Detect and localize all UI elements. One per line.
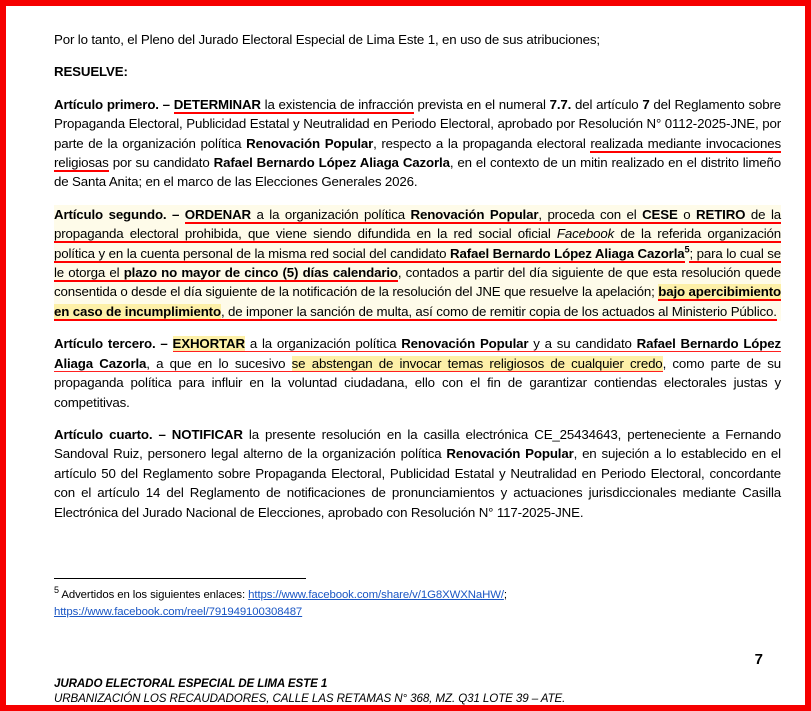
page-sheet	[12, 12, 811, 711]
article-two-verb: ORDENAR	[184, 206, 251, 222]
article-one-verb: DETERMINAR	[173, 96, 261, 112]
article-one-article-number: 7	[642, 96, 650, 112]
article-two-label: Artículo segundo. –	[54, 206, 185, 222]
footnote-link-1[interactable]: https://www.facebook.com/share/v/1G8XWXNaHW/	[248, 589, 504, 601]
article-three-candidate: Rafael Bernardo López Aliaga Cazorla	[54, 336, 781, 371]
article-one-seg6: por su candidato	[108, 155, 214, 171]
article-one-seg2: prevista en el numeral	[413, 96, 550, 112]
footer-organization: JURADO ELECTORAL ESPECIAL DE LIMA ESTE 1	[54, 677, 328, 690]
article-two-seg5: de la referida organización política y en la cuenta personal de la misma red social del candidato	[54, 226, 781, 261]
article-two-bold-retiro: RETIRO	[696, 206, 746, 222]
article-two-seg1: a la organización política	[250, 206, 411, 222]
article-two-bold-cese: CESE	[642, 206, 678, 222]
article-four-paragraph	[54, 425, 781, 522]
footnote-area	[54, 578, 754, 621]
article-two-seg2: , proceda con el	[538, 206, 643, 222]
article-two-candidate: Rafael Bernardo López Aliaga Cazorla	[450, 245, 685, 261]
footnote-separator-text: ;	[503, 589, 507, 601]
article-two-seg4: de la propaganda electoral prohibida, que viene siendo difundida en la red social oficial	[54, 206, 781, 242]
article-one-party: Renovación Popular	[246, 135, 374, 151]
footnote-separator-rule	[54, 578, 306, 579]
resuelve-label: RESUELVE:	[54, 64, 128, 80]
page-footer	[54, 676, 774, 707]
article-four-label: Artículo cuarto. –	[54, 426, 172, 442]
article-four-seg2: , en sujeción a lo establecido en el artículo 50 del Reglamento sobre Propaganda Electoral, Publicidad Estatal y Neutralidad en Periodo Electoral, concordante con el artículo 14 del Reglamento de notificaciones de pronunciamientos y actuaciones jurisdiccionales mediante Casilla Electrónica del Jurado Nacional de Elecciones, aprobado con Resolución N° 117-2025-JNE.	[54, 446, 781, 520]
footnote-text	[54, 587, 754, 621]
resuelve-heading	[54, 62, 781, 81]
article-four-seg1: la presente resolución en la casilla electrónica CE_25434643, perteneciente a Fernando Sandoval Ruiz, personero legal alterno de la organización política	[54, 426, 781, 462]
article-two-highlight-apercibimiento: bajo apercibimiento en caso de incumplimiento	[54, 284, 781, 319]
footer-address: URBANIZACIÓN LOS RECAUDADORES, CALLE LAS RETAMAS N° 368, MZ. Q31 LOTE 39 – ATE.	[54, 692, 566, 706]
article-three-paragraph	[54, 334, 781, 412]
article-one-seg4: del Reglamento sobre Propaganda Electoral, Publicidad Estatal y Neutralidad en Periodo Electoral, aprobado por Resolución N° 0112-2025-JNE, por parte de la organización política	[54, 96, 781, 151]
article-one-seg7: , en el contexto de un mitin realizado en el distrito limeño de Santa Anita; en el marco de las Elecciones Generales 2026.	[54, 155, 781, 190]
article-two-seg3: o	[677, 206, 697, 222]
article-two-seg6: ; para lo cual se le otorga el	[54, 245, 782, 281]
article-three-highlight-abstengan: se abstengan de invocar temas religiosos de cualquier credo	[291, 355, 663, 371]
footnote-link-2[interactable]: https://www.facebook.com/reel/791949100308487	[54, 606, 303, 619]
intro-paragraph	[54, 30, 781, 49]
article-two-paragraph	[54, 205, 781, 321]
article-three-seg3: , a que en lo sucesivo	[146, 355, 292, 371]
article-one-paragraph	[54, 95, 781, 192]
article-three-party: Renovación Popular	[401, 336, 529, 352]
article-two-network: Facebook	[556, 226, 615, 242]
article-one-label: Artículo primero. –	[54, 96, 174, 112]
article-one-seg3: del artículo	[571, 96, 643, 112]
footnote-number: 5	[54, 585, 59, 596]
article-one-candidate: Rafael Bernardo López Aliaga Cazorla	[213, 155, 450, 171]
article-four-party: Renovación Popular	[446, 446, 574, 462]
intro-text: Por lo tanto, el Pleno del Jurado Electoral Especial de Lima Este 1, en uso de sus atribuciones;	[54, 32, 600, 47]
article-three-seg4: , como parte de su propaganda política para influir en la voluntad ciudadana, ello con el fin de garantizar contiendas electorales justas y competitivas.	[54, 355, 781, 410]
article-two-party: Renovación Popular	[410, 206, 539, 222]
article-three-seg1: a la organización política	[244, 336, 402, 352]
article-one-numeral: 7.7.	[549, 96, 572, 112]
article-one-seg5: , respecto a la propaganda electoral	[373, 135, 591, 151]
article-three-verb: EXHORTAR	[172, 336, 245, 352]
page-number: 7	[754, 651, 763, 668]
article-three-seg2: y a su candidato	[528, 336, 637, 352]
article-four-verb: NOTIFICAR	[171, 426, 243, 442]
footnote-marker-inline: 5	[684, 244, 690, 255]
footnote-lead-text: Advertidos en los siguientes enlaces:	[58, 589, 249, 601]
article-two-bold-plazo: plazo no mayor de cinco (5) días calendario	[123, 265, 398, 281]
article-two-seg8: , de imponer la sanción de multa, así como de remitir copia de los actuados al Ministerio Público.	[220, 303, 777, 319]
article-one-underlined-rest: la existencia de infracción	[260, 96, 414, 112]
article-one-highlighted-phrase: realizada mediante invocaciones religiosas	[54, 135, 781, 171]
article-three-label: Artículo tercero. –	[54, 336, 173, 352]
article-two-seg7: , contados a partir del día siguiente de que esta resolución quede consentida o desde el día siguiente de la notificación de la resolución del JNE que resuelve la apelación;	[54, 265, 781, 300]
